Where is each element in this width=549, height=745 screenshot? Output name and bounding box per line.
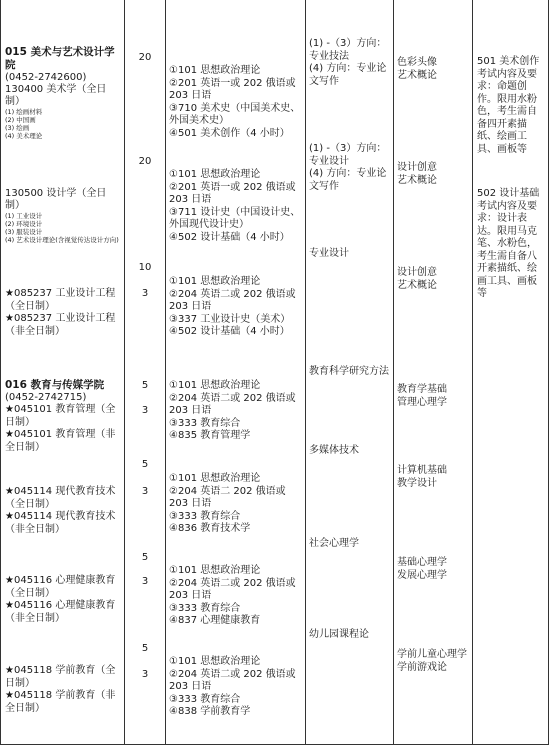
remark	[477, 56, 546, 156]
major-block	[5, 188, 121, 244]
major-name: ★045101 教育管理（非全日制）	[5, 429, 116, 453]
extra-subjects	[397, 384, 471, 409]
retest-subjects	[309, 538, 392, 551]
enrollment-count: 20	[138, 156, 152, 167]
exam-subjects	[169, 473, 303, 536]
column-divider	[472, 0, 473, 745]
extra-subjects	[397, 57, 471, 82]
research-direction: (3) 服装设计	[5, 228, 43, 236]
exam-subject: ①101 思想政治理论	[169, 656, 261, 667]
retest-subjects	[309, 38, 392, 88]
extra-subjects-column	[397, 0, 471, 745]
major-column	[5, 0, 121, 745]
exam-subject: ①101 思想政治理论	[169, 276, 261, 287]
major-name: ★045116 心理健康教育（非全日制）	[5, 600, 116, 624]
column-divider	[305, 0, 306, 745]
exam-subject: ①101 思想政治理论	[169, 473, 261, 484]
enrollment-count: 3	[141, 486, 149, 497]
exam-subject: ④836 教育技术学	[169, 523, 251, 534]
department-phone: (0452-2742715)	[5, 392, 87, 403]
retest-subject: (4) 方向：专业论文写作	[309, 168, 387, 192]
retest-subject: 教育科学研究方法	[309, 366, 389, 377]
retest-subjects	[309, 248, 392, 261]
exam-subjects	[169, 656, 303, 719]
extra-subject: 设计创意	[397, 267, 437, 278]
exam-subject: ④835 教育管理学	[169, 430, 251, 441]
retest-subject: (1) -（3）方向：专业设计	[309, 143, 387, 167]
extra-subjects	[397, 267, 471, 292]
exam-subject: ②201 英语一或 202 俄语或 203 日语	[169, 181, 296, 205]
retest-subject: (1) -（3）方向：专业技法	[309, 38, 387, 62]
major-name: ★045118 学前教育（全日制）	[5, 665, 116, 689]
exam-subject: ③333 教育综合	[169, 693, 241, 705]
enrollment-count: 3	[141, 669, 149, 680]
enrollment-count: 3	[141, 576, 149, 587]
extra-subject: 色彩头像	[397, 57, 437, 68]
major-name: ★045118 学前教育（非全日制）	[5, 690, 116, 714]
major-block	[5, 379, 121, 454]
exam-subject: ①101 思想政治理论	[169, 565, 261, 576]
column-divider	[393, 0, 394, 745]
exam-subject: ③711 设计史（中国设计史、外国现代设计史）	[169, 206, 301, 230]
exam-subject: ④837 心理健康教育	[169, 615, 261, 626]
extra-subject: 设计创意	[397, 162, 437, 173]
extra-subject: 教育学基础	[397, 384, 447, 395]
extra-subject: 学前儿童心理学	[397, 649, 467, 660]
exam-subject: ④502 设计基础（4 小时）	[169, 231, 290, 243]
enrollment-count: 10	[138, 262, 152, 273]
retest-subjects	[309, 629, 392, 642]
exam-subject: ④838 学前教育学	[169, 706, 251, 717]
extra-subject: 计算机基础	[397, 465, 447, 476]
exam-subject: ①101 思想政治理论	[169, 65, 261, 76]
exam-subjects	[169, 380, 303, 443]
major-name: 130400 美术学（全日制）	[5, 84, 107, 107]
extra-subject: 艺术概论	[397, 69, 437, 81]
enrollment-count: 3	[141, 288, 149, 299]
remark-text: 501 美术创作考试内容及要求：命题创作。限用水粉色，考生需自备四开素描纸、绘画工具、画板等	[477, 56, 540, 155]
department-title: 015 美术与艺术设计学院	[5, 46, 115, 71]
enrollment-count: 3	[141, 405, 149, 416]
exam-subject: ④501 美术创作（4 小时）	[169, 127, 290, 139]
exam-subject: ③337 工业设计史（美术）	[169, 313, 291, 325]
research-direction: (2) 中国画	[5, 116, 36, 124]
exam-subject: ④502 设计基础（4 小时）	[169, 326, 290, 337]
remark-text: 502 设计基础考试内容及要求：设计表达。限用马克笔、水粉色，考生需自备八开素描纸、绘画工具、画板等	[477, 188, 540, 299]
major-name: ★045116 心理健康教育（全日制）	[5, 575, 116, 599]
exam-subject: ③710 美术史（中国美术史、外国美术史）	[169, 102, 301, 126]
major-block	[5, 665, 121, 715]
retest-subject: 多媒体技术	[309, 445, 359, 456]
enrollment-count: 20	[138, 52, 152, 63]
enrollment-count: 5	[141, 380, 149, 391]
enrollment-count: 5	[141, 459, 149, 470]
research-direction: (1) 绘画材料	[5, 108, 43, 116]
major-block	[5, 288, 121, 338]
research-direction: (3) 绘画	[5, 124, 30, 132]
extra-subject: 学前游戏论	[397, 661, 447, 673]
extra-subjects	[397, 465, 471, 490]
remark	[477, 188, 546, 301]
exam-subjects	[169, 169, 303, 244]
research-direction: (2) 环境设计	[5, 220, 43, 228]
enrollment-count: 5	[141, 643, 149, 654]
remarks-column	[477, 0, 546, 745]
retest-subject: 专业设计	[309, 248, 349, 259]
extra-subjects	[397, 649, 471, 674]
major-block	[5, 575, 121, 625]
exam-subject: ③333 教育综合	[169, 417, 241, 429]
extra-subject: 发展心理学	[397, 569, 447, 581]
department-title: 016 教育与传媒学院	[5, 379, 105, 391]
extra-subjects	[397, 557, 471, 582]
retest-subject: 幼儿园课程论	[309, 629, 369, 640]
exam-subject: ③333 教育综合	[169, 510, 241, 522]
research-direction: (4) 美术理论	[5, 132, 43, 140]
extra-subjects	[397, 162, 471, 187]
retest-column	[309, 0, 392, 745]
retest-subjects	[309, 366, 392, 379]
major-block	[5, 486, 121, 536]
exam-subject: ②204 英语二 202 俄语或 203 日语	[169, 485, 286, 509]
exam-subjects	[169, 276, 303, 339]
exam-subject: ②204 英语二或 202 俄语或 203 日语	[169, 288, 296, 312]
extra-subject: 教学设计	[397, 477, 437, 489]
major-name: ★085237 工业设计工程（全日制）	[5, 288, 116, 312]
retest-subjects	[309, 143, 392, 193]
exam-subject: ②204 英语二或 202 俄语或 203 日语	[169, 577, 296, 601]
exam-subject: ①101 思想政治理论	[169, 380, 261, 391]
major-name: 130500 设计学（全日制）	[5, 188, 107, 211]
extra-subject: 管理心理学	[397, 396, 447, 408]
exam-subject: ②204 英语二或 202 俄语或 203 日语	[169, 668, 296, 692]
major-name: ★045114 现代教育技术（非全日制）	[5, 511, 116, 535]
table-border-left	[0, 0, 1, 745]
research-direction: (1) 工业设计	[5, 212, 43, 220]
exam-subjects-column	[169, 0, 303, 745]
major-name: ★045114 现代教育技术（全日制）	[5, 486, 116, 510]
research-direction: (4) 艺术设计理论(含视觉传达设计方向)	[5, 236, 119, 244]
enrollment-column	[125, 0, 165, 745]
retest-subject: (4) 方向：专业论文写作	[309, 63, 387, 87]
department-phone: (0452-2742600)	[5, 72, 87, 83]
exam-subject: ③333 教育综合	[169, 602, 241, 614]
retest-subjects	[309, 445, 392, 458]
extra-subject: 艺术概论	[397, 174, 437, 186]
extra-subject: 艺术概论	[397, 279, 437, 291]
extra-subject: 基础心理学	[397, 557, 447, 568]
exam-subjects	[169, 565, 303, 628]
exam-subject: ②201 英语一或 202 俄语或 203 日语	[169, 77, 296, 101]
exam-subject: ①101 思想政治理论	[169, 169, 261, 180]
major-name: ★085237 工业设计工程（非全日制）	[5, 313, 116, 337]
exam-subject: ②204 英语二或 202 俄语或 203 日语	[169, 392, 296, 416]
column-divider	[165, 0, 166, 745]
major-name: ★045101 教育管理（全日制）	[5, 404, 116, 428]
major-block	[5, 46, 121, 140]
enrollment-count: 5	[141, 552, 149, 563]
retest-subject: 社会心理学	[309, 538, 359, 549]
exam-subjects	[169, 65, 303, 140]
